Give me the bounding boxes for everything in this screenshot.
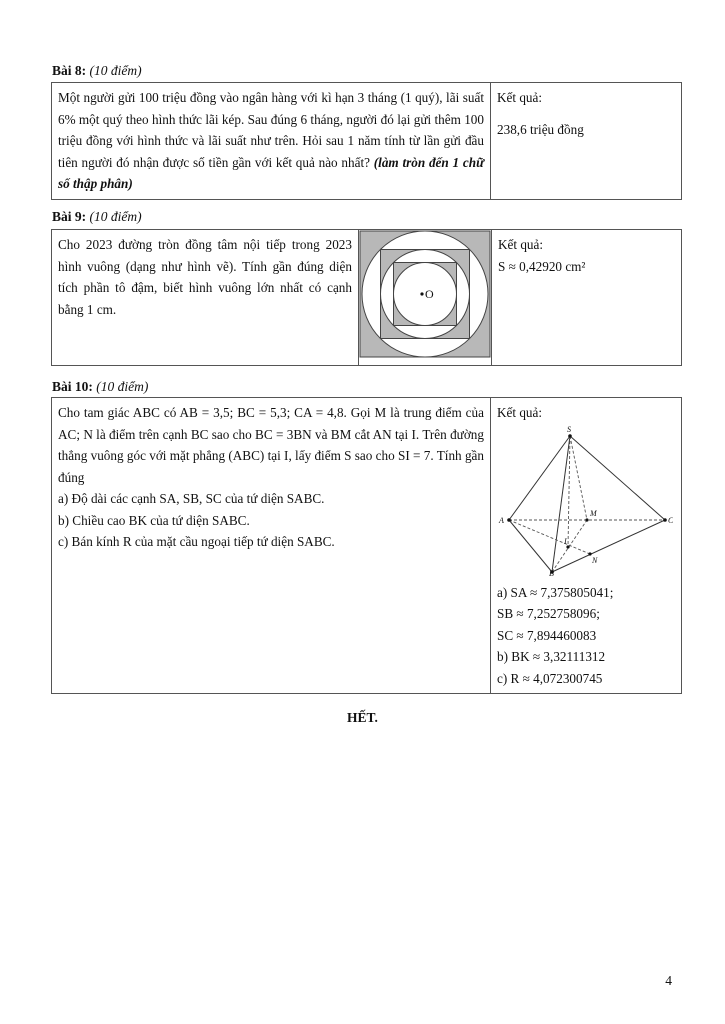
point-c: [663, 518, 667, 522]
problem-10-points: (10 điểm): [96, 379, 149, 394]
problem-8-title: [52, 63, 142, 79]
problem-10-answer-sa: a) SA ≈ 7,375805041;: [497, 584, 614, 600]
problem-10-title: [52, 379, 148, 395]
problem-10-answer-sc: SC ≈ 7,894460083: [497, 627, 597, 643]
point-i: [566, 545, 569, 548]
problem-10-answer-r: c) R ≈ 4,072300745: [497, 670, 603, 686]
problem-8-statement-cell: [52, 83, 491, 200]
label-i: I: [564, 536, 567, 546]
end-marker: HẾT.: [347, 710, 378, 725]
label-s: S: [567, 425, 571, 434]
problem-8-result: 238,6 triệu đồng: [497, 121, 584, 137]
problem-9-points: (10 điểm): [89, 209, 142, 224]
problem-9-title: [52, 209, 142, 225]
label-n: N: [592, 555, 598, 565]
problem-8-result-cell: [491, 83, 682, 200]
point-m: [585, 518, 588, 521]
problem-8-note: (làm tròn đến 1 chữ số thập phân): [58, 154, 484, 191]
label-c: C: [668, 515, 673, 525]
problem-9-result-cell: [492, 230, 682, 366]
problem-9-statement-cell: [52, 230, 359, 366]
problem-8-label: Bài 8:: [52, 63, 87, 78]
center-label: O: [425, 287, 434, 301]
problem-9-label: Bài 9:: [52, 209, 87, 224]
center-point: [420, 292, 423, 295]
problem-9-statement: Cho 2023 đường tròn đồng tâm nội tiếp trong 2023 hình vuông (dạng như hình vẽ). Tính gần đúng diện tích phần tô đậm, biết hình vuông lớn nhất có cạnh bằng 1 cm.: [58, 237, 352, 317]
tetrahedron-figure: [497, 426, 673, 576]
label-m: M: [590, 508, 597, 518]
point-s: [568, 434, 572, 438]
problem-10-label: Bài 10:: [52, 379, 93, 394]
problem-9-result-label: Kết quả:: [498, 237, 544, 252]
problem-8-statement: Một người gửi 100 triệu đồng vào ngân hàng với kì hạn 3 tháng (1 quý), lãi suất 6% một quý theo hình thức lãi kép. Sau đúng 6 tháng, người đó lại gửi thêm 100 triệu đồng với hình thức và lãi suất như trên. Hỏi sau 1 năm tính từ lần gửi đầu tiên người đó nhận được số tiền gần với kết quả nào nhất?: [58, 90, 484, 170]
page-number: 4: [665, 973, 672, 988]
point-a: [507, 518, 511, 522]
problem-10-result-label: Kết quả:: [497, 405, 543, 420]
problem-9-result: S ≈ 0,42920 cm²: [498, 258, 586, 274]
problem-10-statement: Cho tam giác ABC có AB = 3,5; BC = 5,3; CA = 4,8. Gọi M là trung điểm của AC; N là điểm trên cạnh BC sao cho BC = 3BN và BM cắt AN tại I. Trên đường thẳng vuông góc với mặt phẳng (ABC) tại I, lấy điểm S sao cho SI = 7. Tính gần đúng: [58, 405, 484, 485]
label-b: B: [549, 568, 554, 576]
problem-10-part-b: b) Chiều cao BK của tứ diện SABC.: [58, 512, 250, 528]
problem-10-part-c: c) Bán kính R của mặt cầu ngoại tiếp tứ diện SABC.: [58, 534, 335, 549]
problem-10-result-cell: [491, 398, 682, 694]
problem-10-statement-cell: [52, 398, 491, 694]
nested-squares-figure: [359, 230, 491, 358]
problem-8-table: [51, 82, 682, 200]
problem-10-answer-sb: SB ≈ 7,252758096;: [497, 606, 600, 621]
problem-10-part-a: a) Độ dài các cạnh SA, SB, SC của tứ diện SABC.: [58, 491, 325, 506]
problem-10-answer-bk: b) BK ≈ 3,32111312: [497, 649, 606, 664]
problem-10-table: [51, 397, 682, 694]
segment-an: [509, 520, 590, 554]
problem-8-result-label: Kết quả:: [497, 90, 543, 105]
problem-8-points: (10 điểm): [89, 63, 142, 78]
label-a: A: [499, 515, 504, 525]
problem-9-figure-cell: [359, 230, 492, 366]
problem-9-table: [51, 229, 682, 366]
edge-ab: [509, 520, 552, 572]
